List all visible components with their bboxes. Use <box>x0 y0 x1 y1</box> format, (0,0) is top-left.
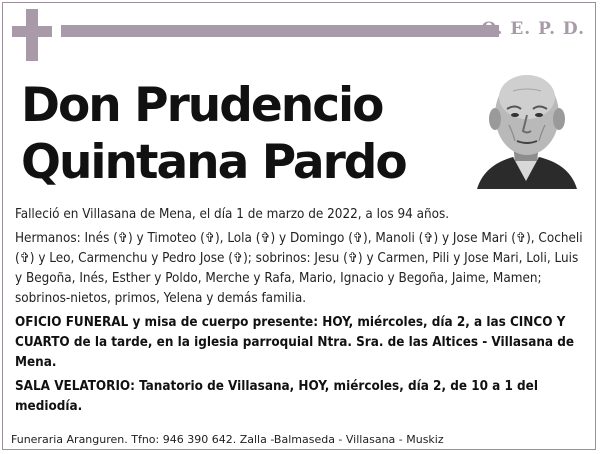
funeral-home-footer: Funeraria Aranguren. Tfno: 946 390 642. Zalla -Balmaseda - Villasana - Muskiz <box>11 433 444 446</box>
wake-info: SALA VELATORIO: Tanatorio de Villasana, HOY, miércoles, día 2, de 10 a 1 del mediodía. <box>15 379 538 414</box>
portrait-photo <box>473 57 579 189</box>
obituary-text <box>15 205 587 421</box>
qepd-label: Q. E. P. D. <box>481 19 585 39</box>
header-bar <box>61 25 499 37</box>
death-notice: Falleció en Villasana de Mena, el día 1 de marzo de 2022, a los 94 años. <box>15 207 450 222</box>
family-list: Hermanos: Inés (✞) y Timoteo (✞), Lola (✞) y Domingo (✞), Manoli (✞) y Jose Mari (✞), Cocheli (✞) y Leo, Carmenchu y Pedro Jose (✞); sobrinos: Jesu (✞) y Carmen, Pili y Jose Mari, Loli, Luis y Begoña, Inés, Esther y Poldo, Merche y Rafa, Mario, Ignacio y Begoña, Jaime, Mamen; sobrinos-nietos, primos, Yelena y demás familia. <box>15 231 583 306</box>
name-line-2: Quintana Pardo <box>21 135 406 190</box>
name-line-1: Don Prudencio <box>21 78 383 133</box>
cross-icon <box>12 9 52 61</box>
funeral-info: OFICIO FUNERAL y misa de cuerpo presente: HOY, miércoles, día 2, a las CINCO Y CUARTO de la tarde, en la iglesia parroquial Ntra. Sra. de las Altices - Villasana de Mena. <box>15 315 575 370</box>
obituary-card <box>2 2 596 450</box>
deceased-name <box>21 77 406 191</box>
